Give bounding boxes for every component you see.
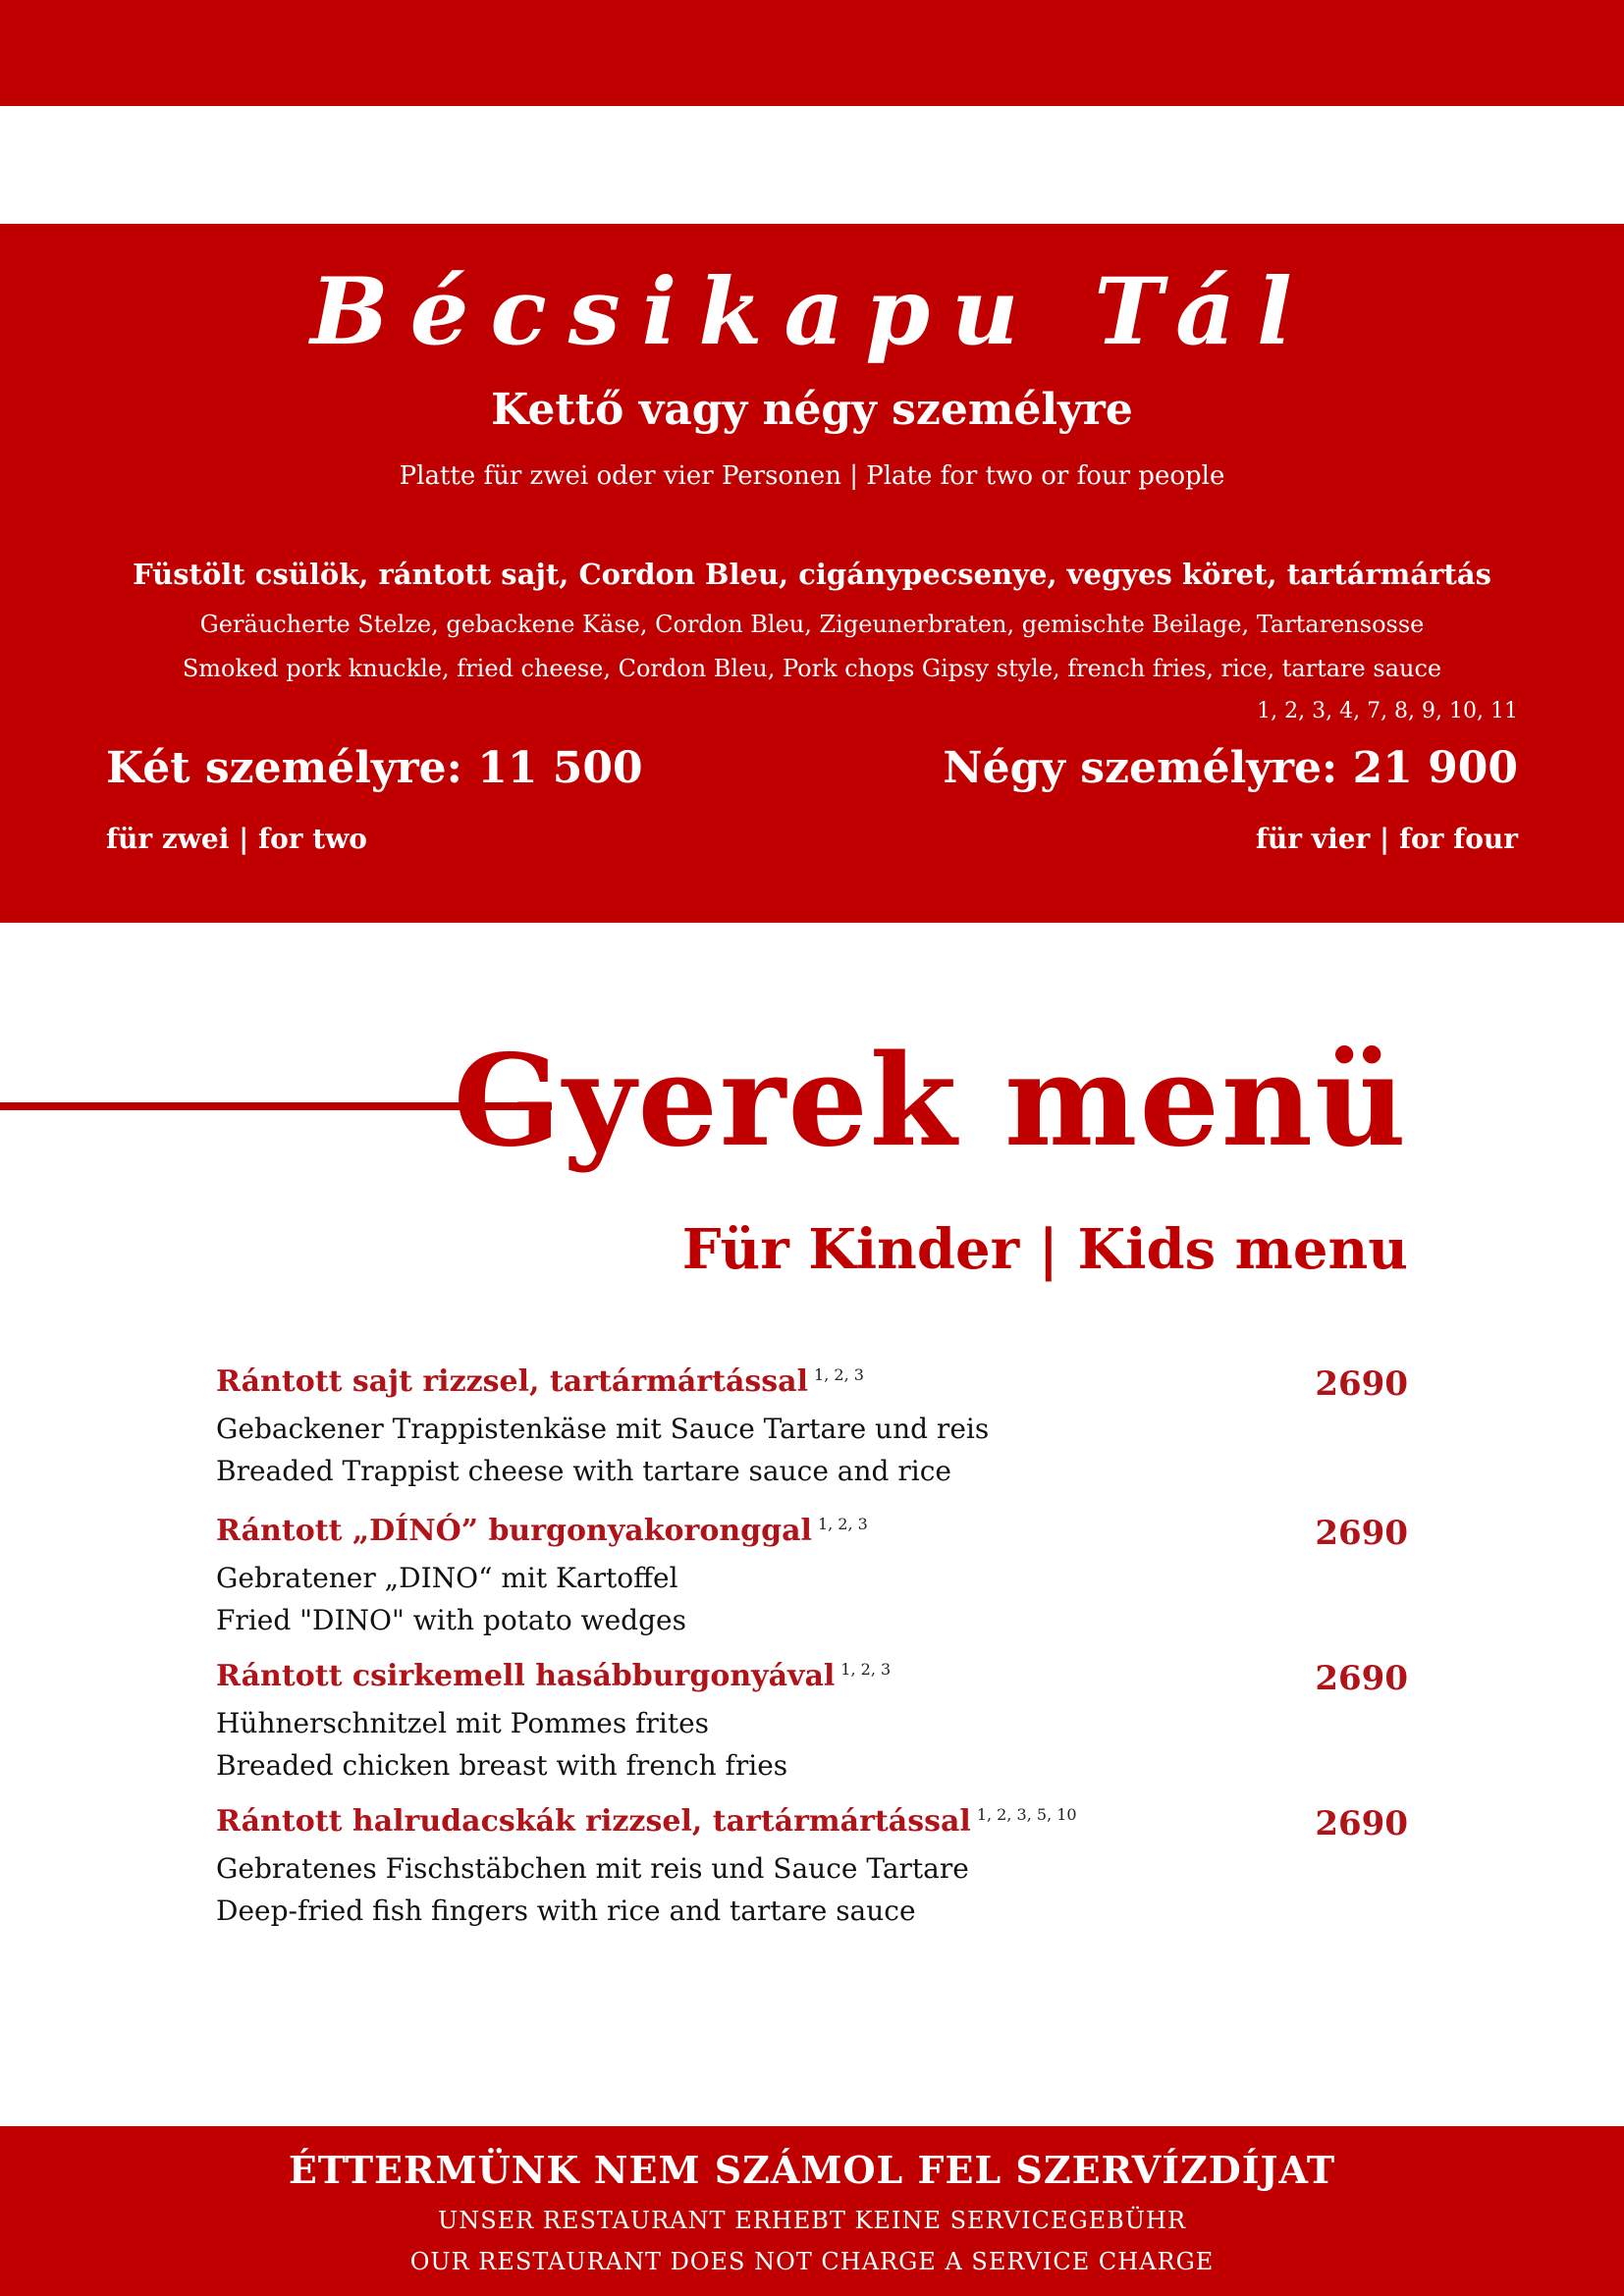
menu-item-name: Rántott csirkemell hasábburgonyával $^{1, 2, 3}$ [216,1659,892,1693]
menu-item [216,1364,1408,1487]
menu-item-allergens: 1, 2, 3 [840,1660,892,1679]
menu-item-description-en: Breaded chicken breast with french fries [216,1749,788,1782]
footer-band [0,2126,1624,2296]
kids-menu-title: Gyerek menü [453,1028,1408,1175]
menu-item-name: Rántott „DÍNÓ” burgonyakoronggal $^{1, 2, 3}$ [216,1514,868,1548]
menu-item [216,1659,1408,1782]
menu-item-price: 2690 [1315,1514,1408,1553]
menu-item-description-en: Deep-fried fish fingers with rice and tartare sauce [216,1895,916,1927]
platter-price-four-translation: für vier | for four [1255,823,1518,855]
menu-item-description-de: Gebratenes Fischstäbchen mit reis und Sauce Tartare [216,1852,969,1885]
menu-item-price: 2690 [1315,1804,1408,1843]
platter-description-en: Smoked pork knuckle, fried cheese, Cordon Bleu, Pork chops Gipsy style, french fries, rice, tartare sauce [182,655,1442,682]
kids-menu-subtitle: Für Kinder | Kids menu [681,1217,1408,1282]
menu-item-name: Rántott sajt rizzsel, tartármártással $^{1, 2, 3}$ [216,1364,864,1399]
footer-notice-hu: ÉTTERMÜNK NEM SZÁMOL FEL SZERVÍZDÍJAT [288,2148,1336,2192]
menu-item-description-de: Gebackener Trappistenkäse mit Sauce Tartare und reis [216,1413,990,1445]
menu-item [216,1514,1408,1636]
platter-section [0,224,1624,923]
menu-item-description-en: Breaded Trappist cheese with tartare sauce and rice [216,1455,951,1487]
menu-item-price: 2690 [1315,1364,1408,1404]
menu-item-description-en: Fried "DINO" with potato wedges [216,1604,686,1636]
platter-subtitle-translation: Platte für zwei oder vier Personen | Plate for two or four people [399,461,1225,491]
platter-allergens: 1, 2, 3, 4, 7, 8, 9, 10, 11 [1257,699,1518,723]
platter-description-hu: Füstölt csülök, rántott sajt, Cordon Bleu, cigánypecsenye, vegyes köret, tartármártás [133,558,1491,591]
platter-subtitle: Kettő vagy négy személyre [491,385,1133,435]
menu-item-allergens: 1, 2, 3, 5, 10 [976,1805,1077,1824]
menu-item [216,1804,1408,1927]
platter-title: Bécsikapu Tál [310,258,1314,366]
platter-price-four: Négy személyre: 21 900 [943,743,1518,793]
top-red-band [0,0,1624,106]
menu-item-description-de: Hühnerschnitzel mit Pommes frites [216,1707,710,1739]
menu-item-allergens: 1, 2, 3 [814,1365,864,1384]
menu-item-name: Rántott halrudacskák rizzsel, tartármártással $^{1, 2, 3, 5, 10}$ [216,1804,1077,1839]
platter-price-two: Két személyre: 11 500 [106,743,643,793]
platter-description-de: Geräucherte Stelze, gebackene Käse, Cordon Bleu, Zigeunerbraten, gemischte Beilage, Tartarensosse [199,611,1425,638]
menu-item-price: 2690 [1315,1659,1408,1698]
menu-item-allergens: 1, 2, 3 [817,1515,868,1533]
platter-price-two-translation: für zwei | for two [106,823,367,855]
menu-item-description-de: Gebratener „DINO“ mit Kartoffel [216,1562,678,1594]
footer-notice-de: UNSER RESTAURANT ERHEBT KEINE SERVICEGEBÜHR [437,2207,1187,2234]
footer-notice-en: OUR RESTAURANT DOES NOT CHARGE A SERVICE CHARGE [409,2248,1215,2275]
